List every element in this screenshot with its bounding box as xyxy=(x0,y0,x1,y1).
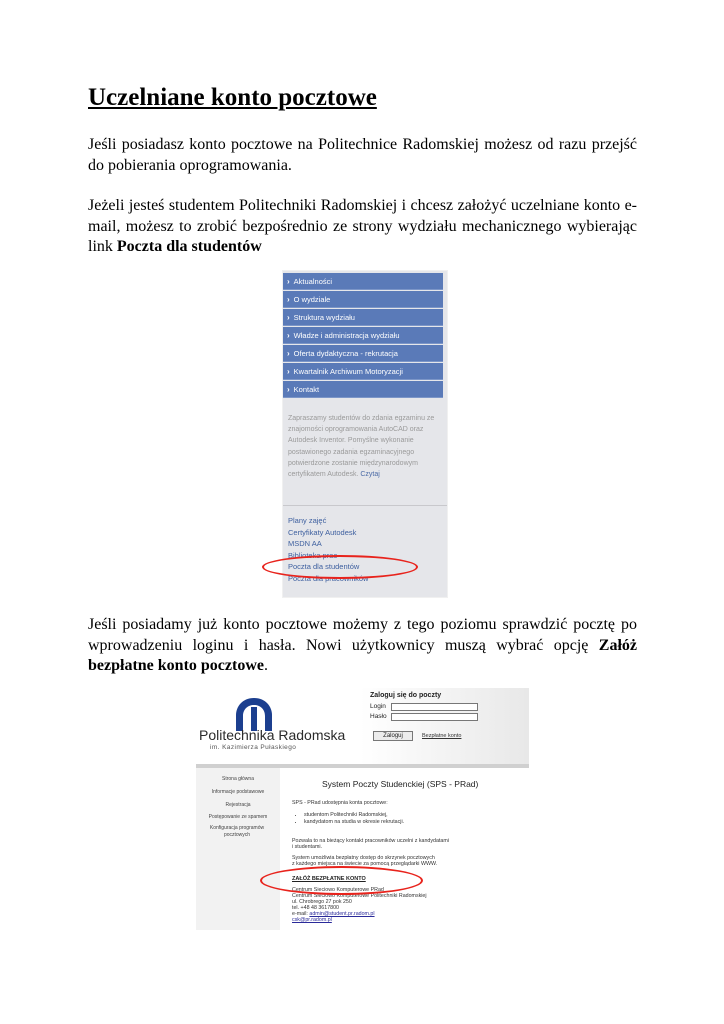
login-input[interactable] xyxy=(391,703,478,711)
faculty-menu-screenshot xyxy=(282,270,448,598)
brand-subtitle: im. Kazimierza Pułaskiego xyxy=(210,744,297,751)
password-label: Hasło xyxy=(370,713,387,720)
sidebar-item-config[interactable]: Konfiguracja programów pocztowych xyxy=(209,825,265,838)
emphasis-link-name: Poczta dla studentów xyxy=(116,238,262,255)
chevron-right-icon: › xyxy=(287,313,290,322)
email-label: e-mail: xyxy=(292,911,308,917)
chevron-right-icon: › xyxy=(287,277,290,286)
link-staff-mail[interactable]: Poczta dla pracowników xyxy=(288,573,369,583)
sps-contact-line1: Pozwala to na bieżący kontakt pracowników uczelni z kandydatami xyxy=(292,838,449,844)
admin-line1: Centrum Sieciowo Komputerowe PRad xyxy=(292,887,384,893)
chevron-right-icon: › xyxy=(287,367,290,376)
link-schedule[interactable]: Plany zajęć xyxy=(288,516,327,525)
mail-header xyxy=(196,688,529,766)
sps-contact-line2: i studentami. xyxy=(292,844,323,850)
link-autodesk[interactable]: Certyfikaty Autodesk xyxy=(288,527,357,537)
bullet-item: • kandydatom na studia w okresie rekrutacji. xyxy=(304,819,404,826)
register-free-account-link[interactable]: ZAŁÓŻ BEZPŁATNE KONTO xyxy=(292,876,366,882)
menu-item-label: Struktura wydziału xyxy=(293,313,355,322)
menu-item-label: Kwartalnik Archiwum Motoryzacji xyxy=(293,367,403,376)
chevron-right-icon: › xyxy=(287,331,290,340)
link-student-mail[interactable]: Poczta dla studentów xyxy=(288,562,360,571)
sidebar-item-register[interactable]: Rejestracja xyxy=(225,802,251,808)
sps-access-line1: System umożliwia bezpłatny dostęp do skrzynek pocztowych xyxy=(292,855,435,861)
divider xyxy=(283,505,447,506)
sidebar-item-spam[interactable]: Postępowanie ze spamem xyxy=(208,814,268,820)
paragraph-text: Jeżeli jesteś studentem Politechniki Radomskiej i chcesz założyć uczelniane konto e-mail, możesz to zrobić bezpośrednio ze strony wydziału mechanicznego wybierając link xyxy=(88,197,637,255)
free-account-link[interactable]: Bezpłatne konto xyxy=(422,733,462,739)
email-link[interactable]: admin@student.pr.radom.pl xyxy=(309,911,375,917)
paragraph-student-account xyxy=(88,196,637,258)
paragraph-end: . xyxy=(263,657,268,674)
promo-body: Zapraszamy studentów do zdania egzaminu ze znajomości oprogramowania AutoCAD oraz Autodesk Inventor. Pomyślne wykonanie postawionego zadania egzaminacyjnego potwierdzone zostanie międzynarodowym certyfikatem Autodesk. xyxy=(288,415,435,479)
chevron-right-icon: › xyxy=(287,295,290,304)
paragraph-text: Jeśli posiadamy już konto pocztowe możemy z tego poziomu sprawdzić pocztę po wprowadzeniu loginu i hasła. Nowi użytkownicy muszą wybrać opcję xyxy=(88,616,637,654)
menu-item-label: O wydziale xyxy=(293,295,331,304)
login-label: Login xyxy=(370,703,386,710)
menu-item-about[interactable] xyxy=(283,291,443,308)
admin-email-line2 xyxy=(292,917,332,924)
menu-item-offer[interactable] xyxy=(283,345,443,362)
bullet-item: • studentom Politechniki Radomskiej, xyxy=(304,812,404,819)
emphasis-option-name: Załóż bezpłatne konto pocztowe xyxy=(88,636,637,674)
menu-item-news[interactable] xyxy=(283,273,443,290)
paragraph-intro: Jeśli posiadasz konto pocztowe na Politechnice Radomskiej możesz od razu przejść do pobierania oprogramowania. xyxy=(88,136,637,174)
menu-item-structure[interactable] xyxy=(283,309,443,326)
chevron-right-icon: › xyxy=(287,385,290,394)
menu-item-contact[interactable] xyxy=(283,381,443,398)
login-panel xyxy=(360,688,529,766)
highlight-ring xyxy=(262,555,418,579)
sps-title: System Poczty Studenckiej (SPS - PRad) xyxy=(322,779,479,789)
paragraph-mail-login xyxy=(88,615,637,677)
menu-item-authorities[interactable] xyxy=(283,327,443,344)
sps-access-line2: z każdego miejsca na świecie za pomocą przeglądarki WWW. xyxy=(292,861,438,867)
login-title: Zaloguj się do poczty xyxy=(370,692,442,699)
admin-line3: ul. Chrobrego 27 pok 250 xyxy=(292,899,352,905)
admin-line4: tel. +48 48 3617800 xyxy=(292,905,339,911)
mail-sidebar xyxy=(196,768,280,930)
chevron-right-icon: › xyxy=(287,349,290,358)
page-title: Uczelniane konto pocztowe xyxy=(88,84,377,111)
menu-item-label: Oferta dydaktyczna - rekrutacja xyxy=(293,349,398,358)
promo-text xyxy=(288,413,440,480)
highlight-ring xyxy=(260,866,423,895)
link-library[interactable]: Biblioteka prac xyxy=(288,550,338,560)
link-msdn[interactable]: MSDN AA xyxy=(288,539,322,548)
menu-item-label: Kontakt xyxy=(293,385,320,394)
read-more-link[interactable]: Czytaj xyxy=(360,471,380,479)
sps-bullets xyxy=(292,812,404,825)
menu-item-quarterly[interactable] xyxy=(283,363,443,380)
email-link[interactable]: csk@pr.radom.pl xyxy=(292,917,332,923)
admin-line2: Centrum Sieciowo Komputerowe Politechniki Radomskiej xyxy=(292,893,427,899)
sidebar-item-info[interactable]: Informacje podstawowe xyxy=(211,789,265,795)
faculty-menu xyxy=(283,273,443,399)
sps-intro: SPS - PRad udostępnia konta pocztowe: xyxy=(292,800,388,806)
menu-item-label: Aktualności xyxy=(293,277,333,286)
brand-name: Politechnika Radomska xyxy=(199,727,346,743)
sidebar-item-home[interactable]: Strona główna xyxy=(222,776,254,782)
login-button[interactable]: Zaloguj xyxy=(373,731,413,741)
password-input[interactable] xyxy=(391,713,478,721)
menu-item-label: Władze i administracja wydziału xyxy=(293,331,400,340)
